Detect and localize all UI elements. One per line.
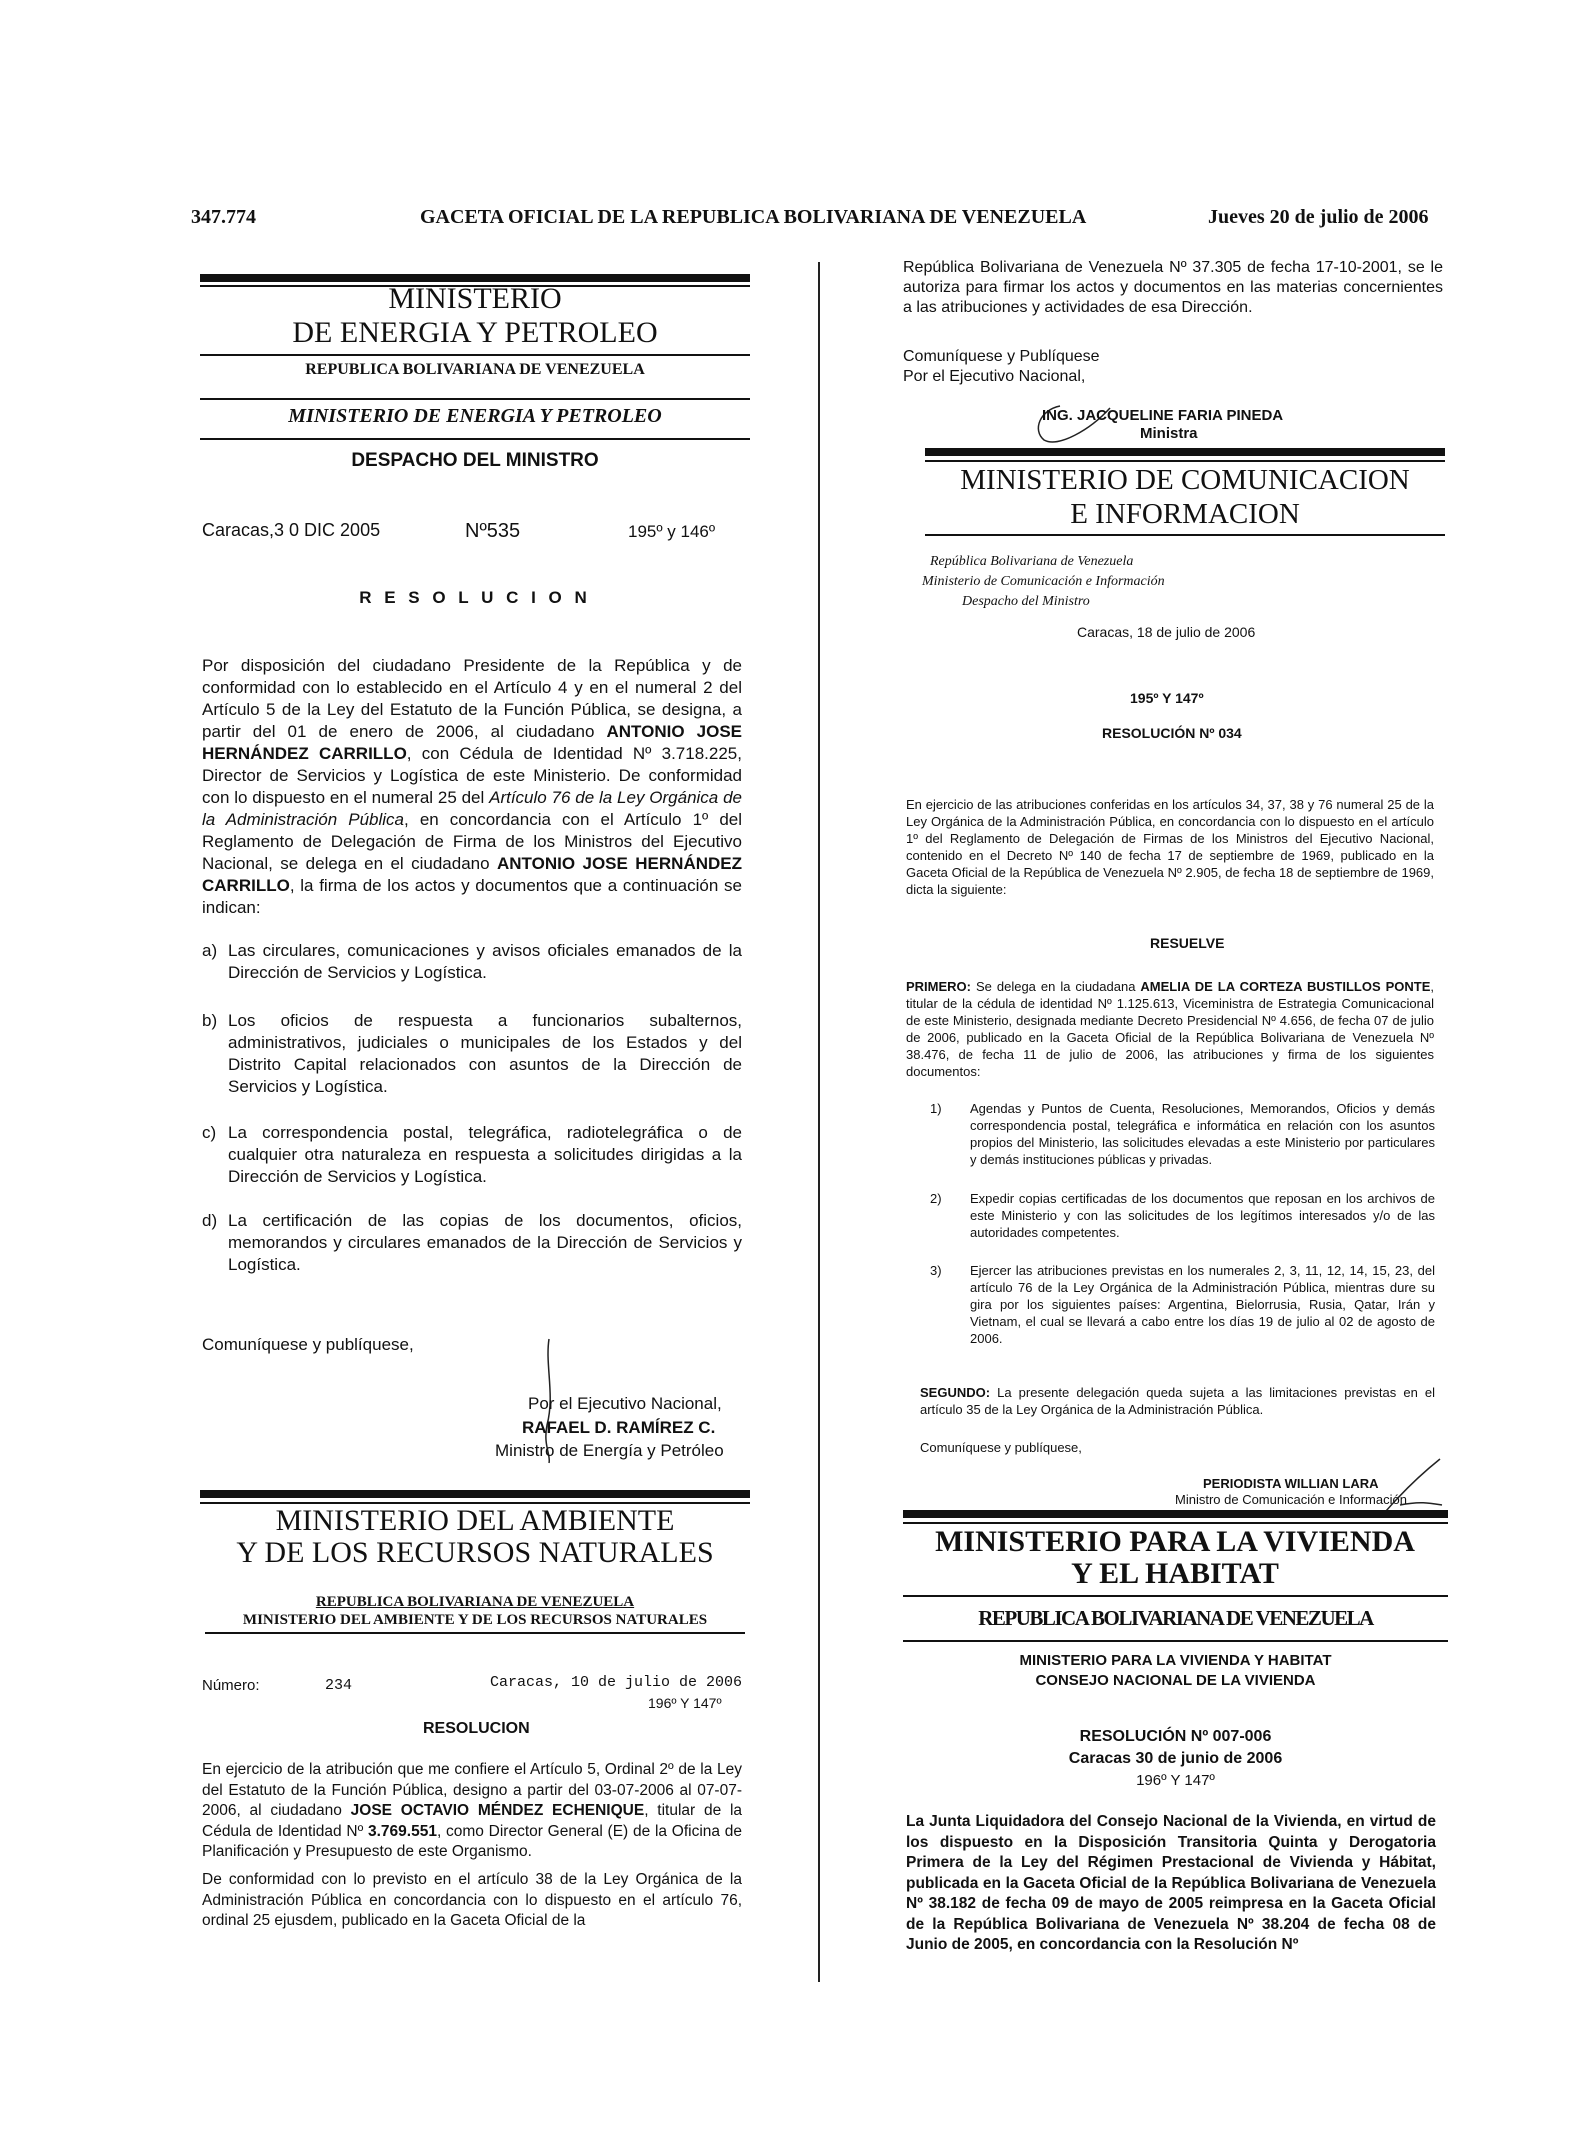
list-item: a) Las circulares, comunicaciones y avisos oficiales emanados de la Dirección de Servicios y Logística. [202,941,742,982]
body-paragraph: Por disposición del ciudadano Presidente de la República y de conformidad con lo establecido en el Artículo 4 y en el numeral 2 del Artículo 5 de la Ley del Estatuto de la Función Pública, se designa, a partir del 01 de enero de 2006, al ciudadano ANTONIO JOSE HERNÁNDEZ CARRILLO, con Cédula de Identidad Nº 3.718.225, Director de Servicios y Logística de este Ministerio. De conformidad con lo dispuesto en el numeral 25 del Artículo 76 de la Ley Orgánica de la Administración Pública, en concordancia con el Artículo 1º del Reglamento de Delegación de Firma de los Ministros del Ejecutivo Nacional, se delega en el ciudadano ANTONIO JOSE HERNÁNDEZ CARRILLO, la firma de los actos y documentos que a continuación se indican: [202,656,743,917]
primero-paragraph: PRIMERO: Se delega en la ciudadana AMELIA DE LA CORTEZA BUSTILLOS PONTE, titular de la cédula de identidad Nº 1.125.613, Viceministra de Estrategia Comunicacional de este Ministerio, designada mediante Decreto Presidencial Nº 4.656, de fecha 07 de julio de 2006, publicado en la Gaceta Oficial de la República Bolivariana de Venezuela Nº 38.476, de fecha 11 de julio de 2006, las atribuciones y firma de los siguientes documentos: [906,979,1435,1079]
body-paragraph: En ejercicio de la atribución que me confiere el Artículo 5, Ordinal 2º de la Ley del Estatuto de la Función Pública, designo a partir del 03-07-2006 al 07-07-2006, al ciudadano JOSE OCTAVIO MÉNDEZ ECHENIQUE, titular de la Cédula de Identidad Nº 3.769.551, como Director General (E) de la Oficina de Planificación y Presupuesto de este Organismo. [202,1761,743,1860]
segundo-paragraph: SEGUNDO: La presente delegación queda sujeta a las limitaciones previstas en el artículo 35 de la Ley Orgánica de la Administración Pública. [920,1385,1435,1417]
section-rule [200,274,750,282]
list-item: 2) Expedir copias certificadas de los documentos que reposan en los archivos de este Ministerio y con las solicitudes de los legítimos interesados y/o de las autoridades competentes. [930,1191,1435,1240]
ministry-title-line2: E INFORMACION [1070,498,1300,530]
years: 195º Y 147º [1130,690,1204,706]
script-letterhead-line2: Ministerio de Comunicación e Información [922,574,1165,589]
section-rule [205,1632,745,1634]
section-rule [925,534,1445,536]
subtitle-line2: CONSEJO NACIONAL DE LA VIVIENDA [1035,1672,1316,1689]
section-rule [200,438,750,440]
section-rule [200,354,750,356]
section-rule [903,1510,1448,1518]
ministry-title-line1: MINISTERIO [388,282,562,315]
body-paragraph: De conformidad con lo previsto en el artículo 38 de la Ley Orgánica de la Administración Pública en concordancia con lo dispuesto en el artículo 76, ordinal 25 ejusdem, publicado en la Gaceta Oficial de la [202,1871,742,1929]
closing-line: Comuníquese y publíquese, [920,1440,1082,1455]
ministry-title-line2: Y EL HABITAT [1071,1557,1279,1590]
script-letterhead-line3: Despacho del Ministro [962,594,1090,609]
list-item: 3) Ejercer las atribuciones previstas en los numerales 2, 3, 11, 12, 14, 15, 23, del artículo 76 de la Ley Orgánica de la Administración Pública, mientras dure su gira por los siguientes países: Argentina, Bielorrusia, Rusia, Qatar, Irán y Vietnam, el cual se llevará a cabo entre los días 19 de julio al 02 de agosto de 2006. [930,1263,1435,1346]
place-date: Caracas, 18 de julio de 2006 [1077,624,1256,640]
list-item: d) La certificación de las copias de los documentos, oficios, memorandos y circulares emanados de la Dirección de Servicios y Logística. [202,1211,742,1274]
ministry-title-line1: MINISTERIO DEL AMBIENTE [275,1504,675,1537]
number-label: Número: [202,1677,260,1694]
subtitle-line1: MINISTERIO PARA LA VIVIENDA Y HABITAT [1019,1652,1332,1669]
republic-line: REPUBLICA BOLIVARIANA DE VENEZUELA [305,361,645,378]
signatory-title: Ministro de Energía y Petróleo [495,1441,724,1460]
signatory-name: ING. JACQUELINE FARIA PINEDA [1042,407,1284,424]
body-paragraph: En ejercicio de las atribuciones conferidas en los artículos 34, 37, 38 y 76 numeral 25 de la Ley Orgánica de la Administración Pública, en concordancia con lo dispuesto en el artículo 1º del Reglamento de Delegación de Firmas de los Ministros del Ejecutivo Nacional, contenido en el Decreto Nº 140 de fecha 17 de septiembre de 1969, publicado en la Gaceta Oficial de la República de Venezuela Nº 2.905, de fecha 18 de septiembre de 1969, dicta la siguiente: [906,797,1434,897]
resolution-title: RESOLUCIÓN Nº 007-006 [1079,1728,1272,1745]
list-item: c) La correspondencia postal, telegráfica, radiotelegráfica o de cualquier otra naturaleza en respuesta a solicitudes dirigidas a la Dirección de Servicios y Logística. [202,1123,742,1186]
script-letterhead-line1: República Bolivariana de Venezuela [930,554,1134,569]
ministry-title-line2: Y DE LOS RECURSOS NATURALES [236,1536,714,1569]
place-date: Caracas 30 de junio de 2006 [1068,1750,1283,1767]
number-value: 234 [325,1677,353,1694]
page-number: 347.774 [191,206,256,228]
issue-date: Jueves 20 de julio de 2006 [1208,206,1429,228]
place-date: Caracas, 10 de julio de 2006 [490,1674,743,1691]
section-rule [903,1640,1448,1642]
resolve-title: RESUELVE [1150,935,1225,951]
list-item: 1) Agendas y Puntos de Cuenta, Resoluciones, Memorandos, Oficios y demás correspondencia postal, telegráfica e informática en relación con los asuntos propios del Ministerio, las solicitudes elevadas a este Ministerio por particulares y demás instituciones públicas y privadas. [930,1101,1435,1167]
closing-line: Comuníquese y publíquese, [202,1335,414,1354]
ministry-title-line2: DE ENERGIA Y PETROLEO [292,316,658,349]
resolution-number: Nº535 [465,520,521,542]
signatory-title: Ministro de Comunicación e Información [1175,1492,1407,1507]
ministry-subtitle: MINISTERIO DE ENERGIA Y PETROLEO [288,405,662,427]
office-title: DESPACHO DEL MINISTRO [351,450,599,471]
closing-line: Comuníquese y Publíquese [903,348,1100,365]
signatory-title: Ministra [1140,425,1198,442]
gazette-title: GACETA OFICIAL DE LA REPUBLICA BOLIVARIANA DE VENEZUELA [420,206,1087,228]
republic-line: REPUBLICA BOLIVARIANA DE VENEZUELA [978,1606,1373,1630]
section-rule [200,398,750,400]
ministry-title-line1: MINISTERIO DE COMUNICACION [960,464,1410,496]
ministry-title-line1: MINISTERIO PARA LA VIVIENDA [935,1525,1415,1558]
years: 195º y 146º [628,522,716,541]
body-paragraph: República Bolivariana de Venezuela Nº 37.305 de fecha 17-10-2001, se le autoriza para firmar los actos y documentos en las materias concernientes a las atribuciones y actividades de esa Dirección. [903,259,1443,316]
section-rule [903,1522,1448,1524]
resolution-title: R E S O L U C I O N [359,588,591,607]
years: 196º Y 147º [648,1695,722,1711]
signature-line1: Por el Ejecutivo Nacional, [528,1394,722,1413]
closing-line: Por el Ejecutivo Nacional, [903,368,1086,385]
ministry-subtitle: MINISTERIO DEL AMBIENTE Y DE LOS RECURSOS NATURALES [242,1612,708,1628]
signatory-name: RAFAEL D. RAMÍREZ C. [522,1418,716,1437]
body-paragraph: La Junta Liquidadora del Consejo Nacional de la Vivienda, en virtud de los dispuesto en la Disposición Transitoria Quinta y Derogatoria Primera de la Ley del Régimen Prestacional de Vivienda y Hábitat, publicada en la Gaceta Oficial de la República Bolivariana de Venezuela Nº 38.182 de fecha 09 de mayo de 2005 reimpresa en la Gaceta Oficial de la República Bolivariana de Venezuela Nº 38.204 de fecha 08 de Junio de 2005, en concordancia con la Resolución Nº [906,1813,1436,1953]
section-rule [925,460,1445,462]
republic-line: REPUBLICA BOLIVARIANA DE VENEZUELA [315,1594,635,1610]
column-divider [818,262,820,1982]
section-rule [903,1595,1448,1597]
place-date: Caracas,3 0 DIC 2005 [202,520,381,540]
list-item: b) Los oficios de respuesta a funcionarios subalternos, administrativos, judiciales o municipales de los Estados y del Distrito Capital relacionados con asuntos de la Dirección de Servicios y Logística. [202,1011,742,1096]
resolution-title: RESOLUCION [423,1720,530,1737]
resolution-title: RESOLUCIÓN Nº 034 [1102,725,1242,741]
years: 196º Y 147º [1136,1772,1215,1789]
section-rule [200,1490,750,1498]
section-rule [925,448,1445,456]
signatory-name: PERIODISTA WILLIAN LARA [1203,1476,1379,1491]
